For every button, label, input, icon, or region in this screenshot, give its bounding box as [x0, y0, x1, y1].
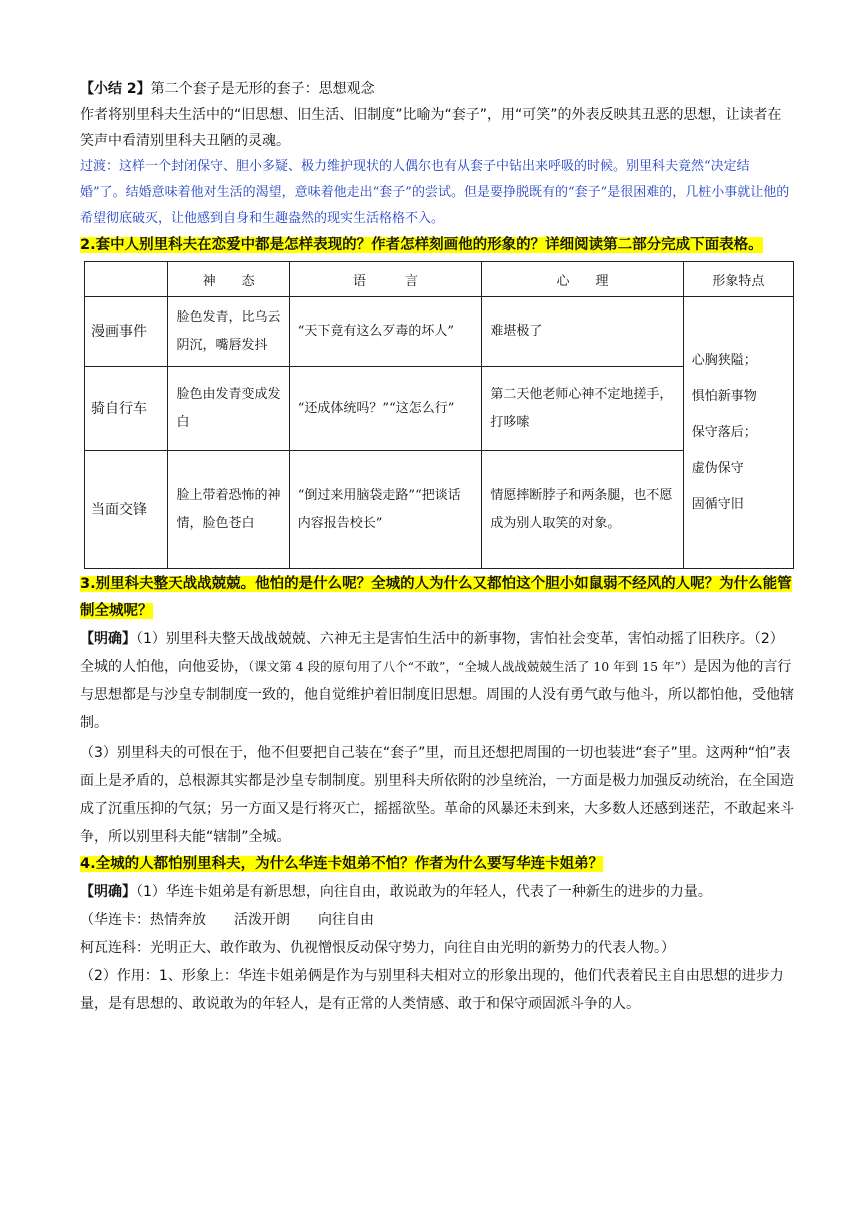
question-4: 4.全城的人都怕别里科夫，为什么华连卡姐弟不怕？作者为什么要写华连卡姐弟？: [80, 856, 604, 872]
table-cell-traits: [683, 297, 793, 569]
answer-3-paragraph-2: （3）别里科夫的可恨在于，他不但要把自己装在“套子”里，而且还想把周围的一切也装进“套子”里。这两种“怕”表面上是矛盾的，总根源其实都是沙皇专制制度。别里科夫所依附的沙皇统治，一方面是极力加强反动统治，在全国造成了沉重压抑的气氛；另一方面又是行将灭亡，摇摇欲坠。革命的风暴还未到来，大多数人还感到迷茫，不敢起来斗争，所以别里科夫能“辖制”全城。: [80, 745, 794, 845]
table-cell-mind: 难堪极了: [482, 297, 683, 367]
table-cell-expression: 脸色发青，比乌云阴沉，嘴唇发抖: [168, 297, 289, 367]
table-cell-event: 当面交锋: [85, 451, 168, 569]
table-cell-mind: 情愿摔断脖子和两条腿，也不愿成为别人取笑的对象。: [482, 451, 683, 569]
table-cell-speech: “还成体统吗？”“这怎么行”: [289, 367, 482, 451]
table-cell-event: 漫画事件: [85, 297, 168, 367]
answer-4-text: （1）华连卡姐弟是有新思想，向往自由，敢说敢为的年轻人，代表了一种新生的进步的力量。: [136, 884, 712, 900]
document-page: [80, 76, 795, 1018]
transition-paragraph: 过渡：这样一个封闭保守、胆小多疑、极力维护现状的人偶尔也有从套子中钻出来呼吸的时候。别里科夫竟然“决定结婚”了。结婚意味着他对生活的渴望，意味着他走出“套子”的尝试。但是要挣脱既有的“套子”是很困难的，几桩小事就让他的希望彻底破灭，让他感到自身和生趣盎然的现实生活格格不入。: [80, 159, 790, 226]
answer-3-note: （课文第 4 段的原句用了八个“不敢”，“全城人战战兢兢生活了 10 年到 15 年”）: [248, 659, 694, 674]
table-header-cell: 神 态: [168, 262, 289, 297]
summary2-body: 作者将别里科夫生活中的“旧思想、旧生活、旧制度”比喻为“套子”，用“可笑”的外表反映其丑恶的思想，让读者在笑声中看清别里科夫丑陋的灵魂。: [80, 107, 782, 149]
table-cell-mind: 第二天他老师心神不定地搓手，打哆嗦: [482, 367, 683, 451]
table-header-cell: 形象特点: [683, 262, 793, 297]
question-2: 2.套中人别里科夫在恋爱中都是怎样表现的？作者怎样刻画他的形象的？详细阅读第二部分完成下面表格。: [80, 237, 763, 253]
answer-tag: 【明确】: [80, 631, 136, 647]
analysis-table: [84, 261, 794, 569]
table-cell-speech: “倒过来用脑袋走路”“把谈话内容报告校长”: [289, 451, 482, 569]
table-cell-expression: 脸色由发青变成发白: [168, 367, 289, 451]
table-cell-expression: 脸上带着恐怖的神情，脸色苍白: [168, 451, 289, 569]
table-header-row: [85, 262, 794, 297]
answer-3-text-b: 是因为他的言行与思想都是与沙皇专制制度一致的，他自觉维护着旧制度旧思想。周围的人没有勇气敢与他斗，所以都怕他，受他辖制。: [80, 659, 794, 731]
answer-3-paragraph-1: [80, 625, 795, 737]
trait-item: 虚伪保守: [691, 460, 744, 476]
summary2-title: 第二个套子是无形的套子：思想观念: [150, 81, 375, 97]
table-header-cell: 语 言: [289, 262, 482, 297]
table-header-cell: [85, 262, 168, 297]
summary2-tag: 【小结 2】: [80, 81, 151, 97]
trait-item: 固循守旧: [691, 496, 744, 512]
table-cell-speech: “天下竟有这么歹毒的坏人”: [289, 297, 482, 367]
answer-3-text-a: （1）别里科夫整天战战兢兢、六神无主是害怕生活中的新事物，害怕社会变革，害怕动摇了旧秩序。（2）全城的人怕他，向他妥协，: [80, 631, 784, 675]
answer-4-paragraph-1: [80, 878, 795, 906]
trait-item: 心胸狭隘；: [691, 352, 757, 368]
answer-4-paragraph-2: （华连卡：热情奔放 活泼开朗 向往自由: [80, 912, 374, 928]
question-3: 3.别里科夫整天战战兢兢。他怕的是什么呢？全城的人为什么又都怕这个胆小如鼠弱不经风的人呢？为什么能管制全城呢？: [80, 576, 792, 619]
answer-tag: 【明确】: [80, 884, 136, 900]
summary2-line: [80, 76, 795, 102]
table-row: [85, 297, 794, 367]
table-header-cell: 心 理: [482, 262, 683, 297]
trait-item: 保守落后；: [691, 424, 757, 440]
answer-4-paragraph-4: （2）作用：1、形象上：华连卡姐弟俩是作为与别里科夫相对立的形象出现的，他们代表着民主自由思想的进步力量，是有思想的、敢说敢为的年轻人，是有正常的人类情感、敢于和保守顽固派斗争的人。: [80, 968, 784, 1012]
table-cell-event: 骑自行车: [85, 367, 168, 451]
trait-item: 惧怕新事物: [691, 388, 757, 404]
answer-4-paragraph-3: 柯瓦连科：光明正大、敢作敢为、仇视憎恨反动保守势力，向往自由光明的新势力的代表人物。）: [80, 940, 675, 956]
